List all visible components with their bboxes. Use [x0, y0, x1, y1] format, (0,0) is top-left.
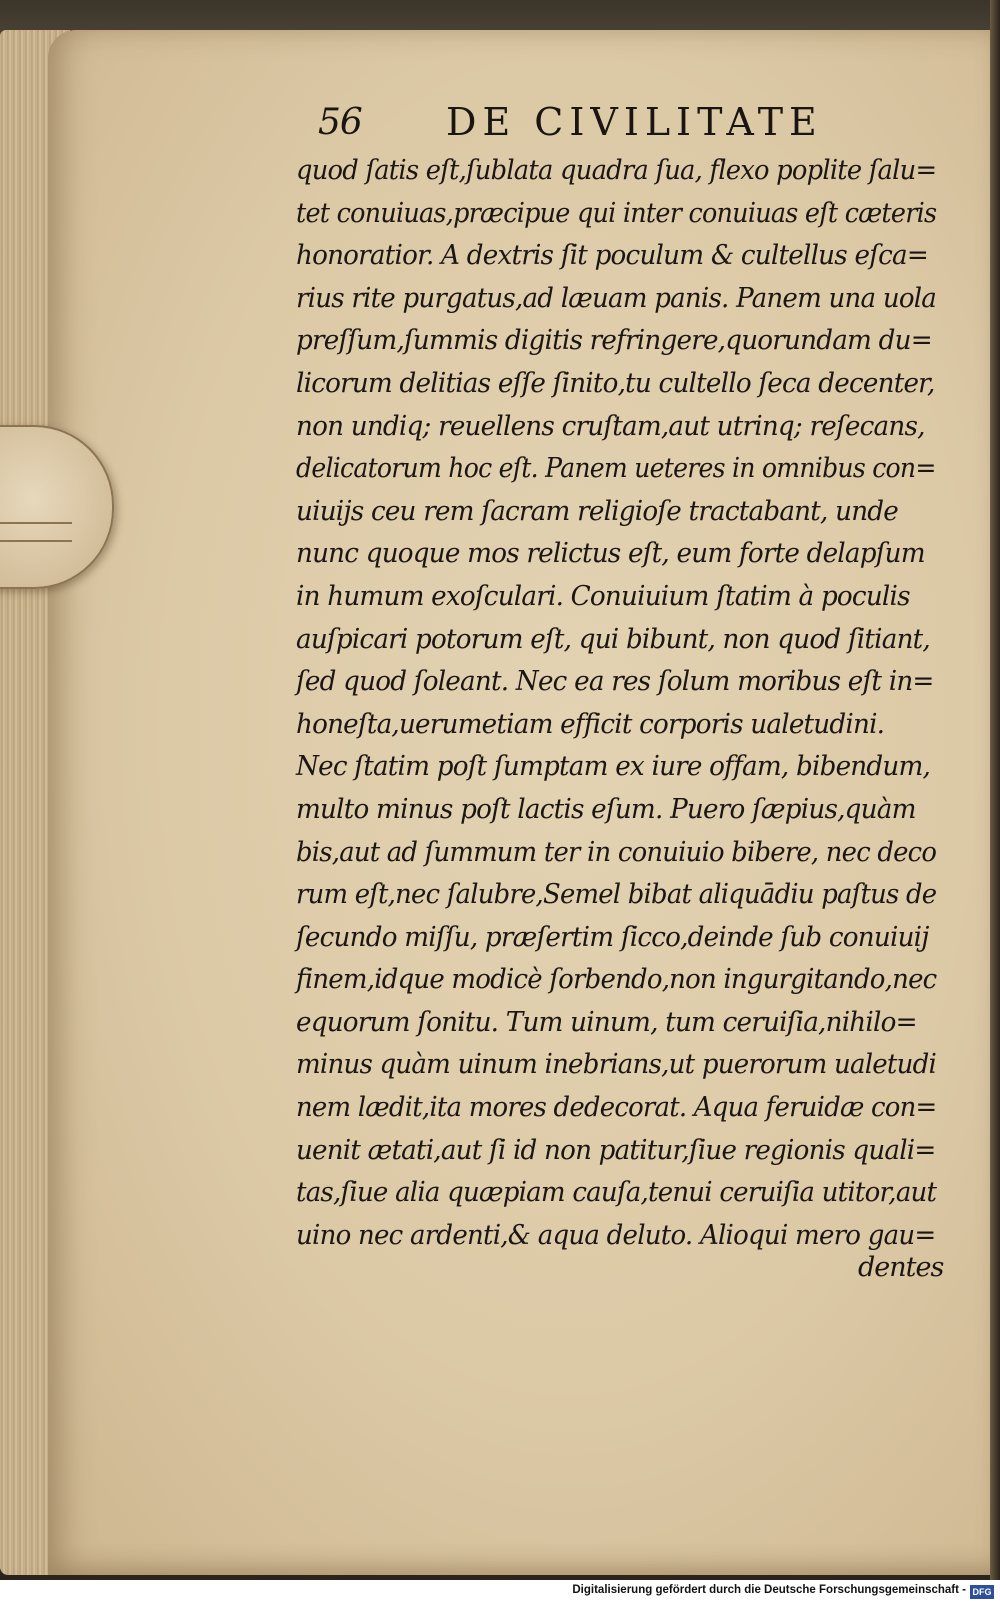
- text-line: in humum exoſculari. Conuiuium ſtatim à poculis: [296, 580, 910, 612]
- text-line: multo minus poſt lactis eſum. Puero ſæpius,quàm: [296, 793, 916, 825]
- footer-strip: [0, 1580, 1000, 1606]
- text-line: delicatorum hoc eſt. Panem ueteres in omnibus con=: [296, 453, 936, 485]
- page-number: 56: [318, 102, 362, 143]
- scan-edge: [990, 0, 1000, 1580]
- text-line: preſſum,ſummis digitis refringere,quorundam du=: [296, 325, 932, 357]
- text-line: uino nec ardenti,& aqua deluto. Alioqui mero gau=: [296, 1219, 936, 1251]
- text-line: Nec ſtatim poſt ſumptam ex iure offam, bibendum,: [296, 751, 931, 783]
- text-line: non undiq; reuellens cruſtam,aut utrinq; reſecans,: [296, 410, 925, 442]
- text-line: ſed quod ſoleant. Nec ea res ſolum moribus eſt in=: [296, 666, 934, 698]
- text-line: uiuijs ceu rem ſacram religioſe tractabant, unde: [296, 495, 899, 527]
- text-line: nunc quoque mos relictus eſt, eum forte delapſum: [296, 538, 925, 570]
- funding-credit: Digitalisierung gefördert durch die Deutsche Forschungsgemeinschaft -: [572, 1584, 966, 1596]
- text-line: finem,idque modicè ſorbendo,non ingurgitando,nec: [296, 964, 937, 996]
- text-line: licorum delitias eſſe ſinito,tu cultello ſeca decenter,: [296, 367, 935, 399]
- text-line: honoratior. A dextris ſit poculum & cultellus eſca=: [296, 240, 929, 272]
- text-line: tet conuiuas,præcipue qui inter conuiuas eſt cæteris: [296, 197, 937, 229]
- text-line: minus quàm uinum inebrians,ut puerorum ualetudi: [296, 1049, 937, 1081]
- text-line: auſpicari potorum eſt, qui bibunt, non quod ſitiant,: [296, 623, 930, 655]
- catchword: dentes: [858, 1252, 944, 1283]
- text-line: rius rite purgatus,ad læuam panis. Panem una uola: [296, 282, 937, 314]
- text-line: rum eſt,nec ſalubre,Semel bibat aliquādiu paſtus de: [296, 879, 937, 911]
- text-line: honeſta,uerumetiam efficit corporis ualetudini.: [296, 708, 885, 740]
- running-head: DE CIVILITATE: [446, 100, 823, 144]
- text-line: quod ſatis eſt,ſublata quadra ſua, flexo poplite ſalu=: [296, 155, 937, 186]
- dfg-logo-icon: DFG: [970, 1585, 994, 1599]
- text-line: uenit ætati,aut ſi id non patitur,ſiue regionis quali=: [296, 1134, 936, 1166]
- text-line: tas,ſiue alia quæpiam cauſa,tenui ceruiſia utitor,aut: [296, 1177, 937, 1209]
- text-line: ſecundo miſſu, præſertim ſicco,deinde ſub conuiuij: [296, 921, 929, 953]
- text-line: bis,aut ad ſummum ter in conuiuio bibere, nec deco: [296, 836, 937, 868]
- text-line: equorum ſonitu. Tum uinum, tum ceruiſia,nihilo=: [296, 1006, 917, 1038]
- text-block: [296, 150, 956, 1257]
- text-line: nem lædit,ita mores dedecorat. Aqua feruidæ con=: [296, 1092, 937, 1124]
- clasp-band: [0, 522, 72, 542]
